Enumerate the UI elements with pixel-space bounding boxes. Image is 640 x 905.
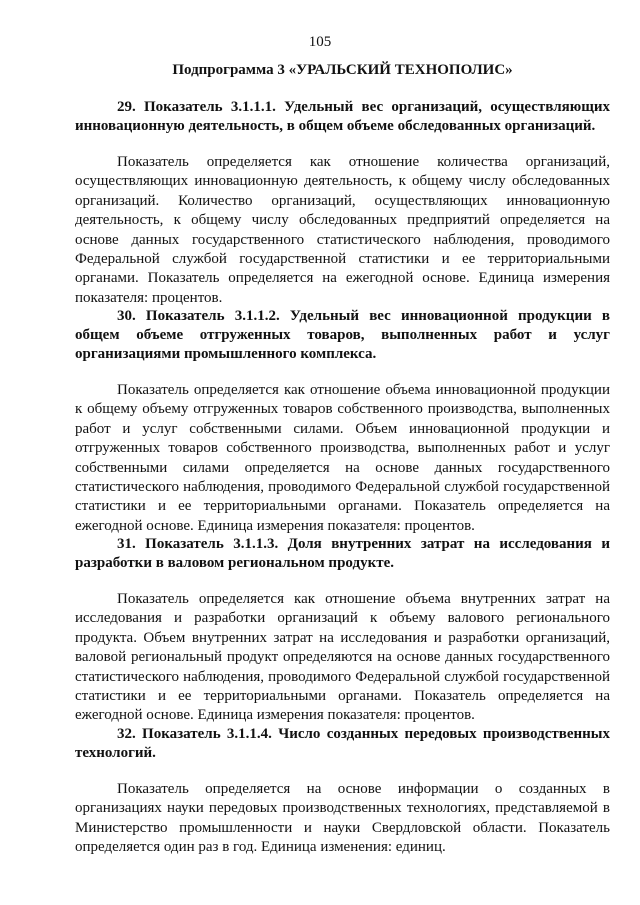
section-heading: 31. Показатель 3.1.1.3. Доля внутренних затрат на исследования и разработки в валовом региональном продукте. <box>75 536 610 571</box>
section-body: Показатель определяется как отношение количества организаций, осуществляющих инновационную деятельность, к общему числу обследованных организаций. Количество организаций, осуществляющих инновационную деятельность, к общему числу обследованных предприятий определяется на основе данных государственного статистического наблюдения, проводимого Федеральной службой государственной статистики и ее территориальными органами. Показатель определяется на ежегодной основе. Единица измерения показателя: процентов. <box>75 154 610 306</box>
section-body: Показатель определяется на основе информации о созданных в организациях науки передовых производственных технологиях, представляемой в Министерство промышленности и науки Свердловской области. Показатель определяется один раз в год. Единица изменения: единиц. <box>75 781 610 856</box>
section-body: Показатель определяется как отношение объема инновационной продукции к общему объему отгруженных товаров собственного производства, выполненных работ и услуг собственными силами. Объем инновационной продукции и отгруженных товаров собственного производства, выполненных работ и услуг собственными силами определяется на основе данных государственного статистического наблюдения, проводимого Федеральной службой государственной статистики и ее территориальными органами. Показатель определяется на ежегодной основе. Единица измерения показателя: процентов. <box>75 382 610 534</box>
section-heading: 32. Показатель 3.1.1.4. Число созданных передовых производственных технологий. <box>75 726 610 761</box>
section-heading: 30. Показатель 3.1.1.2. Удельный вес инновационной продукции в общем объеме отгруженных товаров, выполненных работ и услуг организациями промышленного комплекса. <box>75 308 610 362</box>
program-title: Подпрограмма 3 «УРАЛЬСКИЙ ТЕХНОПОЛИС» <box>172 62 513 78</box>
section-32 <box>75 725 610 858</box>
section-29 <box>75 98 610 308</box>
section-heading: 29. Показатель 3.1.1.1. Удельный вес организаций, осуществляющих инновационную деятельность, в общем объеме обследованных организаций. <box>75 99 610 134</box>
page-number: 105 <box>308 34 332 50</box>
section-30 <box>75 307 610 536</box>
section-31 <box>75 535 610 726</box>
section-body: Показатель определяется как отношение объема внутренних затрат на исследования и разработки организаций к объему валового регионального продукта. Объем внутренних затрат на исследования и разработки организаций, валовой региональный продукт определяются на основе данных государственного статистического наблюдения, проводимого Федеральной службой государственной статистики и ее территориальными органами. Показатель определяется на ежегодной основе. Единица измерения показателя: процентов. <box>75 591 610 724</box>
